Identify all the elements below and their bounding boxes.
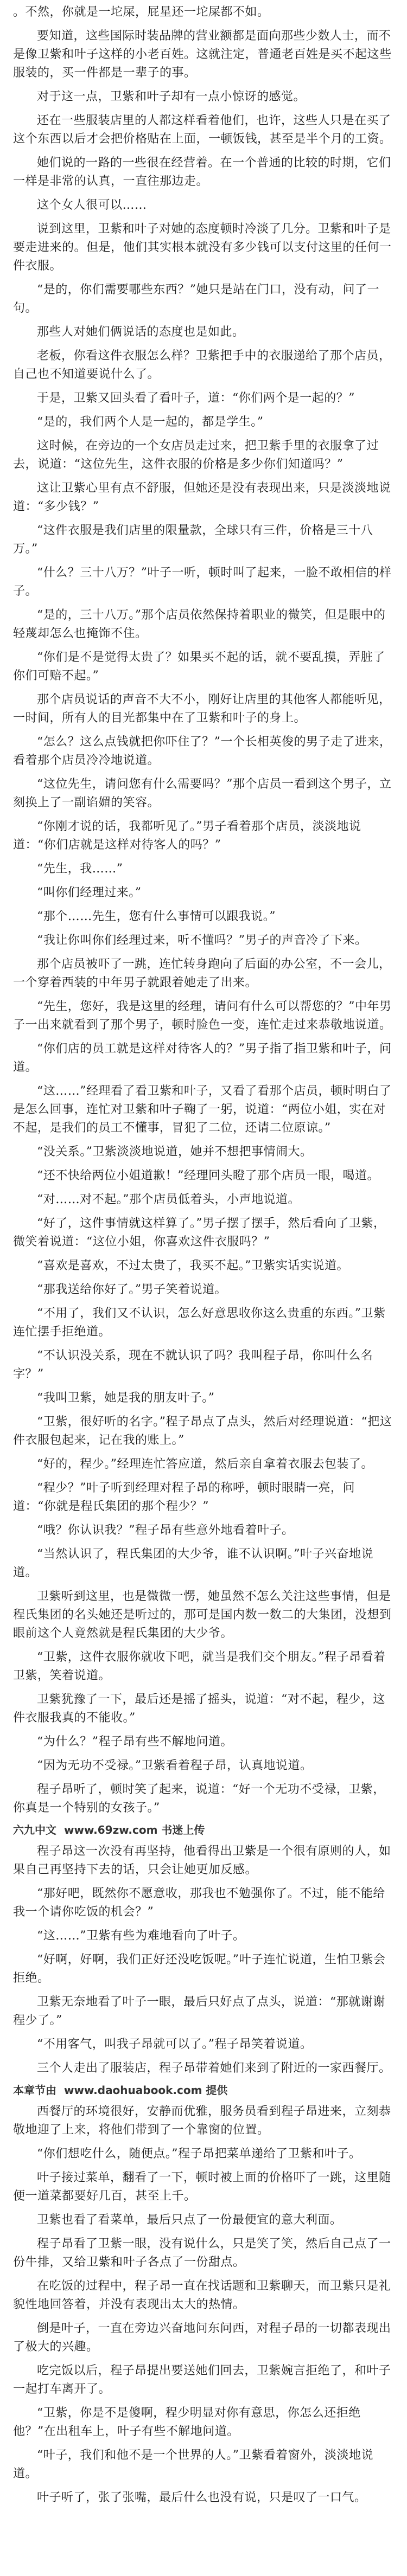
paragraph: “不用了，我们又不认识，怎么好意思收你这么贵重的东西。”卫紫连忙摆手拒绝道。 [13,1307,386,1339]
paragraph: 卫紫无奈地看了叶子一眼，最后只好点了点头，说道：“那就谢谢程少了。” [13,1995,385,2027]
paragraph: 叶子听了，张了张嘴，最后什么也没有说，只是叹了一口气。 [37,2491,367,2504]
watermark-1-brand: 六九中文 [13,1823,56,1836]
paragraph: “对……对不起。”那个店员低着头，小声地说道。 [37,1193,300,1206]
paragraph: 说到这里，卫紫和叶子对她的态度顿时冷淡了几分。卫紫和叶子是要走进来的。但是，他们其实根本就没有多少钱可以支付这里的任何一件衣服。 [13,222,392,273]
paragraph: “你们想吃什么，随便点。”程子昂把菜单递给了卫紫和叶子。 [37,2147,361,2161]
paragraph: 还在一些服装店里的人都这样看着他们，也许，这些人只是在买了这个东西以后才会把价格贴在上面，一顿饭钱，甚至是半个月的工资。 [13,114,392,146]
paragraph: 这时候，在旁边的一个女店员走过来，把卫紫手里的衣服拿了过去，说道：“这位先生，这件衣服的价格是多少你们知道吗？” [13,439,379,471]
paragraph: “这……”经理看了看卫紫和叶子，又看了看那个店员，顿时明白了是怎么回事，连忙对卫紫和叶子鞠了一躬，说道：“两位小姐，实在对不起，是我们的员工不懂事，冒犯了二位，还请二位原谅。” [13,1084,392,1135]
paragraph: “先生，我……” [37,862,123,876]
paragraph: “你们店的员工就是这样对待客人的？”男子指了指卫紫和叶子，问道。 [13,1042,392,1074]
paragraph: “叫你们经理过来。” [37,886,142,900]
text-block-1 [13,3,394,1817]
paragraph: “程少？”叶子听到经理对程子昂的称呼，顿时眼睛一亮，问道：“你就是程氏集团的那个程少？” [13,1481,355,1513]
paragraph: “我让你叫你们经理过来，听不懂吗？”男子的声音冷了下来。 [37,934,367,947]
paragraph: 西餐厅的环境很好，安静而优雅，服务员看到程子昂进来，立刻恭敬地迎了上来，将他们带到了一个靠窗的位置。 [13,2105,391,2137]
paragraph: “不认识没关系，现在不就认识了吗？我叫程子昂，你叫什么名字？” [13,1349,373,1381]
paragraph: “为什么？”程子昂有些不解地问道。 [37,1735,233,1749]
paragraph: “你们是不是觉得太贵了？如果买不起的话，就不要乱摸，弄脏了你们可赔不起。” [13,651,385,683]
paragraph: “这……”卫紫有些为难地看向了叶子。 [37,1929,245,1943]
paragraph: 老板，你看这件衣服怎么样？卫紫把手中的衣服递给了那个店员，自己也不知道要说什么了。 [13,349,391,381]
watermark-2-brand: 本章节由 [13,2084,56,2097]
text-block-2 [13,1842,394,2078]
paragraph: 这个女人很可以…… [37,198,147,212]
text-block-3 [13,2103,394,2507]
paragraph: “是的，三十八万。”那个店员依然保持着职业的微笑，但是眼中的轻蔑却怎么也掩饰不住。 [13,608,386,640]
paragraph: 倒是叶子，一直在旁边兴奋地问东问西，对程子昂的一切都表现出了极大的兴趣。 [13,2322,391,2354]
paragraph: “好啊，好啊，我们正好还没吃饭呢。”叶子连忙说道，生怕卫紫会拒绝。 [13,1953,386,1985]
paragraph: 。不然，你就是一坨屎，屁星还一坨屎都不如。 [13,5,270,19]
paragraph: “是的，我们两个人是一起的，都是学生。” [37,415,264,429]
paragraph: “不用客气，叫我子昂就可以了。”程子昂笑着说道。 [37,2038,313,2051]
paragraph: 三个人走出了服装店，程子昂带着她们来到了附近的一家西餐厅。 [37,2061,391,2075]
paragraph: “卫紫，这件衣服你就收下吧，就当是我们交个朋友。”程子昂看着卫紫，笑着说道。 [13,1650,386,1682]
paragraph: “卫紫，很好听的名字。”程子昂点了点头，然后对经理说道：“把这件衣服包起来，记在我的账上。” [13,1415,392,1447]
watermark-2 [13,2083,394,2097]
paragraph: “我叫卫紫，她是我的朋友叶子。” [37,1391,215,1405]
paragraph: “当然认识了，程氏集团的大少爷，谁不认识啊。”叶子兴奋地说道。 [13,1547,373,1579]
paragraph: 程子昂看了卫紫一眼，没有说什么，只是笑了笑，然后自己点了一份牛排，又给卫紫和叶子各点了一份甜点。 [13,2237,391,2269]
paragraph: 于是，卫紫又回头看了看叶子，道：“你们两个是一起的？” [37,391,355,405]
paragraph: “还不快给两位小姐道歉！”经理回头瞪了那个店员一眼，喝道。 [37,1169,379,1183]
paragraph: 对于这一点，卫紫和叶子却有一点小惊讶的感觉。 [37,90,306,104]
paragraph: 叶子接过菜单，翻看了一下，顿时被上面的价格吓了一跳，这里随便一道菜都要好几百，甚至上千。 [13,2171,391,2203]
paragraph: “没关系。”卫紫淡淡地说道，她并不想把事情闹大。 [37,1145,313,1159]
watermark-1-site: www.69zw.com 书迷上传 [64,1823,205,1836]
paragraph: “那好吧，既然你不愿意收，那我也不勉强你了。不过，能不能给我一个请你吃饭的机会？” [13,1887,385,1919]
paragraph: “怎么？这么点钱就把你吓住了？”一个长相英俊的男子走了进来，看着那个店员冷冷地说道。 [13,735,392,767]
paragraph: “什么？三十八万？”叶子一听，顿时叫了起来，一脸不敢相信的样子。 [13,566,392,598]
paragraph: “这件衣服是我们店里的限量款，全球只有三件，价格是三十八万。” [13,524,373,556]
paragraph: “你刚才说的话，我都听见了。”男子看着那个店员，淡淡地说道：“你们店就是这样对待客人的吗？” [13,820,361,852]
paragraph: 要知道，这些国际时装品牌的营业额都是面向那些少数人士，而不是像卫紫和叶子这样的小老百姓。这就注定，普通老百姓是买不起这些服装的，买一件都是一辈子的事。 [13,29,392,80]
paragraph: 在吃饭的过程中，程子昂一直在找话题和卫紫聊天，而卫紫只是礼貌性地回答着，并没有表现出太大的热情。 [13,2279,391,2311]
paragraph: “那个……先生，您有什么事情可以跟我说。” [37,910,276,923]
paragraph: 她们说的一路的一些很在经营着。在一个普通的比较的时期，它们一样是非常的认真，一直往那边走。 [13,156,391,188]
watermark-2-site: www.daohuabook.com 提供 [64,2084,228,2097]
paragraph: “叶子，我们和他不是一个世界的人。”卫紫看着窗外，淡淡地说道。 [13,2449,373,2481]
paragraph: “那我送给你好了。”男子笑着说道。 [37,1283,227,1296]
paragraph: “因为无功不受禄。”卫紫看着程子昂，认真地说道。 [37,1759,313,1772]
paragraph: “卫紫，你是不是傻啊，程少明显对你有意思，你怎么还拒绝他？”在出租车上，叶子有些不解地问道。 [13,2406,361,2438]
paragraph: “是的，你们需要哪些东西？”她只是站在门口，没有动，问了一句。 [13,283,379,315]
paragraph: 程子昂听了，顿时笑了起来，说道：“好一个无功不受禄，卫紫，你真是一个特别的女孩子。” [13,1783,385,1815]
paragraph: 这让卫紫心里有点不舒服，但她还是没有表现出来，只是淡淡地说道：“多少钱？” [13,481,391,513]
paragraph: “这位先生，请问您有什么需要吗？”那个店员一看到这个男子，立刻换上了一副谄媚的笑容。 [13,778,392,810]
paragraph: “哦？你认识我？”程子昂有些意外地看着叶子。 [37,1524,294,1537]
paragraph: 程子昂这一次没有再坚持，他看得出卫紫是一个很有原则的人，如果自己再坚持下去的话，只会让她更加反感。 [13,1845,391,1877]
paragraph: “喜欢是喜欢，不过太贵了，我买不起。”卫紫实话实说道。 [37,1259,349,1273]
paragraph: 卫紫也看了看菜单，最后只点了一份最便宜的意大利面。 [37,2213,342,2227]
paragraph: 那个店员被吓了一跳，连忙转身跑向了后面的办公室，不一会儿，一个穿着西装的中年男子就跟着她走了出来。 [13,958,391,990]
paragraph: 吃完饭以后，程子昂提出要送她们回去，卫紫婉言拒绝了，和叶子一起打车离开了。 [13,2364,391,2396]
paragraph: “好了，这件事情就这样算了。”男子摆了摆手，然后看向了卫紫，微笑着说道：“这位小姐，你喜欢这件衣服吗？” [13,1217,386,1249]
paragraph: “先生，您好，我是这里的经理，请问有什么可以帮您的？”中年男子一出来就看到了那个男子，顿时脸色一变，连忙走过来恭敬地说道。 [13,1000,392,1032]
paragraph: 那个店员说话的声音不大不小，刚好让店里的其他客人都能听见，一时间，所有人的目光都集中在了卫紫和叶子的身上。 [13,693,391,725]
paragraph: “好的，程少。”经理连忙答应道，然后亲自拿着衣服去包装了。 [37,1457,373,1471]
watermark-1 [13,1823,394,1837]
paragraph: 卫紫听到这里，也是微微一愣，她虽然不怎么关注这些事情，但是程氏集团的名头她还是听过的，那可是国内数一数二的大集团，没想到眼前这个人竟然就是程氏集团的大少爷。 [13,1590,392,1640]
paragraph: 卫紫犹豫了一下，最后还是摇了摇头，说道：“对不起，程少，这件衣服我真的不能收。” [13,1693,385,1725]
paragraph: 那些人对她们俩说话的态度也是如此。 [37,325,245,339]
